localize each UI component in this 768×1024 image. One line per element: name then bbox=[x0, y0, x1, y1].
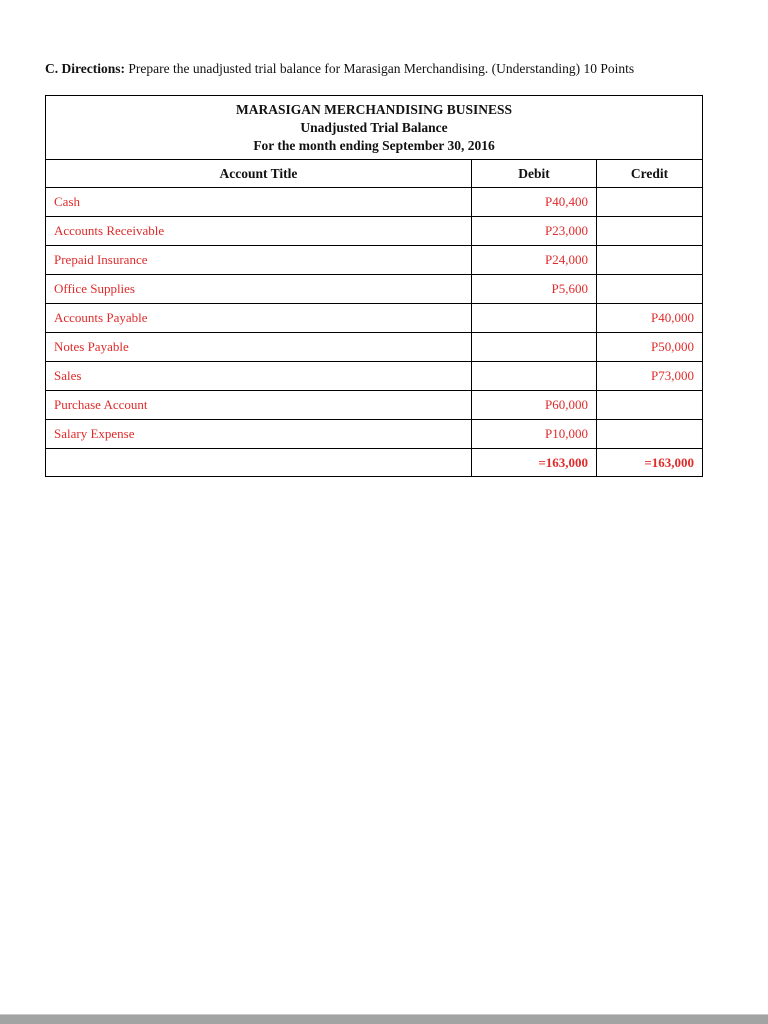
directions-label: C. Directions: bbox=[45, 60, 125, 76]
debit-cell: P40,400 bbox=[472, 188, 597, 217]
directions-paragraph bbox=[45, 60, 725, 78]
credit-cell: P40,000 bbox=[597, 304, 703, 333]
table-row bbox=[46, 217, 703, 246]
account-cell: Salary Expense bbox=[46, 420, 472, 449]
debit-cell bbox=[472, 304, 597, 333]
totals-row bbox=[46, 449, 703, 477]
column-header-row bbox=[46, 160, 703, 188]
credit-cell bbox=[597, 217, 703, 246]
table-row bbox=[46, 304, 703, 333]
credit-cell: P50,000 bbox=[597, 333, 703, 362]
table-row bbox=[46, 275, 703, 304]
debit-cell: P24,000 bbox=[472, 246, 597, 275]
credit-cell bbox=[597, 391, 703, 420]
credit-cell bbox=[597, 275, 703, 304]
debit-cell: P5,600 bbox=[472, 275, 597, 304]
debit-cell bbox=[472, 333, 597, 362]
debit-cell bbox=[472, 362, 597, 391]
account-cell: Purchase Account bbox=[46, 391, 472, 420]
table-row bbox=[46, 420, 703, 449]
credit-cell bbox=[597, 188, 703, 217]
account-cell: Cash bbox=[46, 188, 472, 217]
account-cell: Sales bbox=[46, 362, 472, 391]
table-title-row bbox=[46, 96, 703, 160]
account-cell: Office Supplies bbox=[46, 275, 472, 304]
table-row bbox=[46, 188, 703, 217]
account-cell: Notes Payable bbox=[46, 333, 472, 362]
credit-cell bbox=[597, 246, 703, 275]
credit-cell: P73,000 bbox=[597, 362, 703, 391]
header-debit: Debit bbox=[472, 160, 597, 188]
account-cell: Prepaid Insurance bbox=[46, 246, 472, 275]
totals-empty-cell bbox=[46, 449, 472, 477]
account-cell: Accounts Receivable bbox=[46, 217, 472, 246]
debit-cell: P23,000 bbox=[472, 217, 597, 246]
table-row bbox=[46, 246, 703, 275]
total-debit-cell: =163,000 bbox=[472, 449, 597, 477]
debit-cell: P10,000 bbox=[472, 420, 597, 449]
debit-cell: P60,000 bbox=[472, 391, 597, 420]
account-cell: Accounts Payable bbox=[46, 304, 472, 333]
business-name: MARASIGAN MERCHANDISING BUSINESS bbox=[235, 102, 513, 117]
credit-cell bbox=[597, 420, 703, 449]
total-credit-cell: =163,000 bbox=[597, 449, 703, 477]
header-account-title: Account Title bbox=[46, 160, 472, 188]
table-title-block bbox=[46, 96, 703, 160]
report-period: For the month ending September 30, 2016 bbox=[253, 137, 495, 153]
directions-text: Prepare the unadjusted trial balance for Marasigan Merchandising. (Understanding) 10 Points bbox=[125, 60, 635, 76]
table-row bbox=[46, 391, 703, 420]
header-credit: Credit bbox=[597, 160, 703, 188]
table-row bbox=[46, 362, 703, 391]
page-bottom-gap bbox=[0, 1014, 768, 1024]
table-row bbox=[46, 333, 703, 362]
trial-balance-table bbox=[45, 95, 703, 477]
report-title: Unadjusted Trial Balance bbox=[300, 119, 448, 135]
